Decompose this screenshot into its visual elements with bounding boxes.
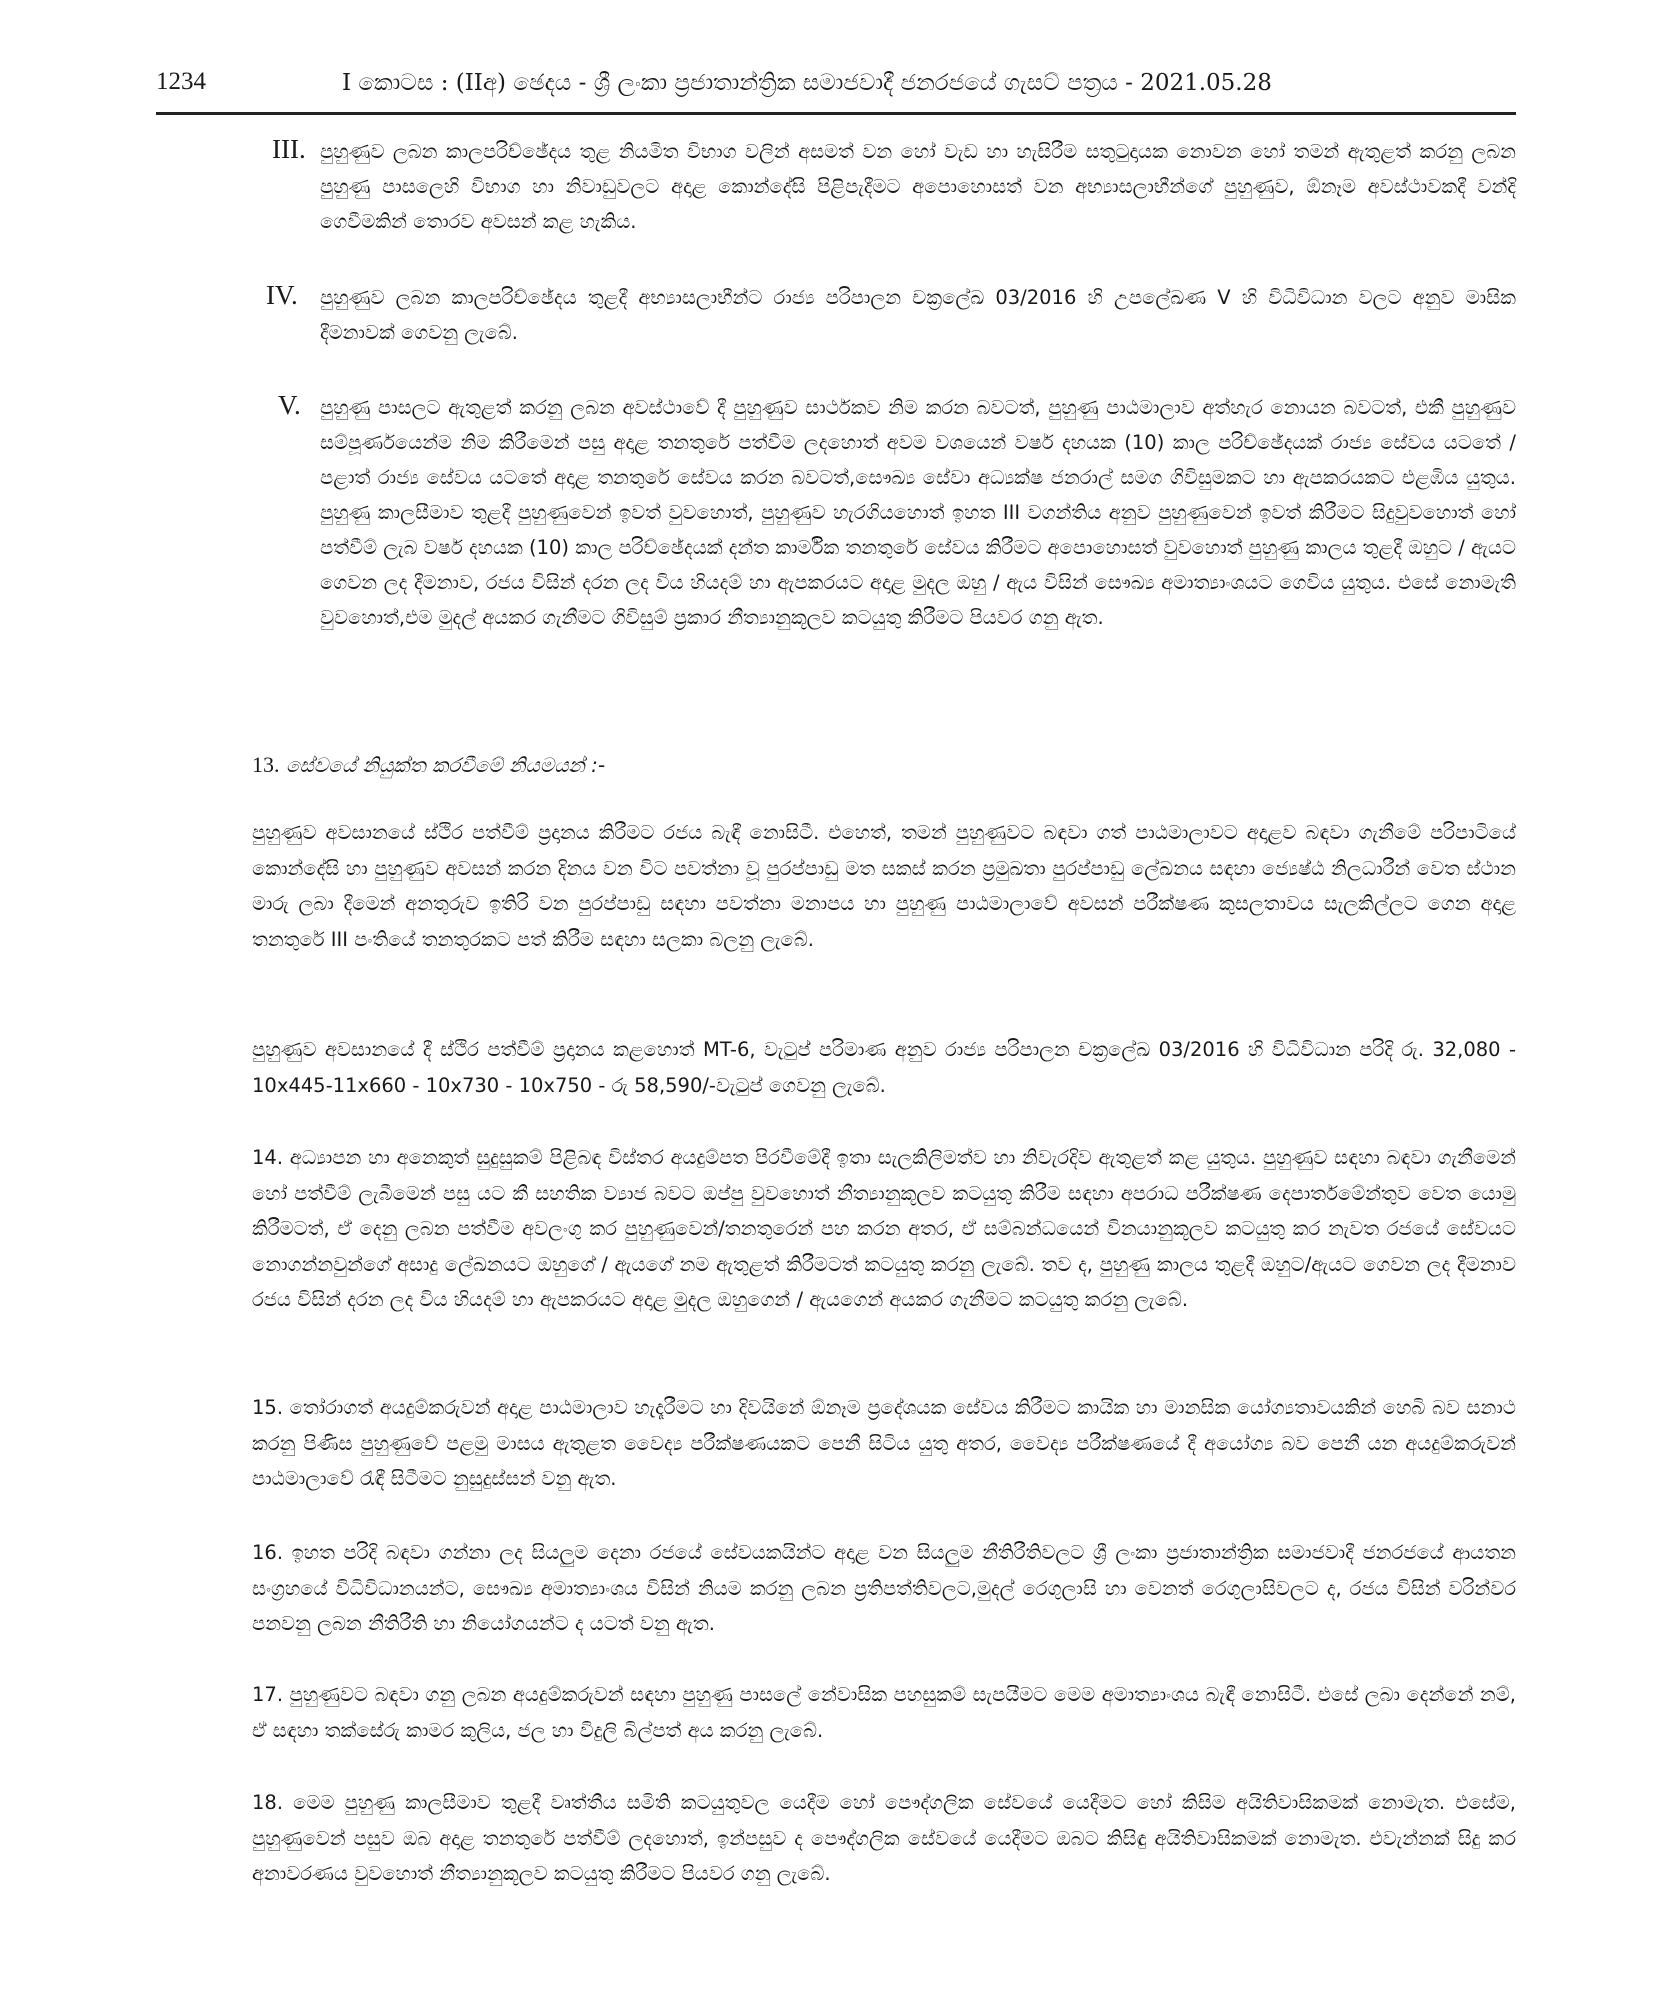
section-13-paragraph-2: පුහුණුව අවසානයේ දී ස්ථිර පත්වීම් ප්‍රදානය කළහොත් MT-6, වැටුප් පරිමාණ අනුව රාජ්‍ය පරිපාලන චක්‍රලේඛ 03/2016 හි විධිවිධාන පරිදි රු. 32,080 - 10x445-11x660 - 10x730 - 10x750 - රු 58,590/-වැටුප් ගෙවනු ලැබේ. [252,1038,1516,1097]
paragraph-14: 14. අධ්‍යාපන හා අනෙකුත් සුදුසුකම් පිළිබඳ විස්තර අයදුම්පත පිරවීමේදී ඉතා සැලකිලිමත්ව හා නිවැරදිව ඇතුළත් කළ යුතුය. පුහුණුව සඳහා බඳවා ගැනීමෙන් හෝ පත්වීම් ලැබීමෙන් පසු යට කී සහතික ව්‍යාජ බවට ඔප්පු වුවහොත් නීත්‍යානුකූලව කටයුතු කිරීම සඳහා අපරාධ පරීක්ෂණ දෙපාර්තමේන්තුව වෙත යොමු කිරීමටත්, ඒ දෙනු ලබන පත්වීම අවලංගු කර පුහුණුවෙන්/තනතුරෙන් පහ කරන අතර, ඒ සම්බන්ධයෙන් විනයානුකූලව කටයුතු කර නැවත රජයේ සේවයට නොගන්නවුන්ගේ අසාදු ලේඛනයට ඔහුගේ / ඇයගේ නම ඇතුළත් කිරීමටත් කටයුතු කරනු ලැබේ. තව ද, පුහුණු කාලය තුළදී ඔහුට/ඇයට ගෙවන ලද දීමනාව රජය විසින් දරන ලද විය හියදම් හා ඇපකරයට අදාළ මුදල ඔහුගෙන් / ඇයගෙන් අයකර ගැනීමට කටයුතු කරනු ලැබේ. [252,1146,1517,1311]
clause-text: පුහුණු පාසලට ඇතුළත් කරනු ලබන අවස්ථාවේ දී පුහුණුව සාර්ථකව නිම කරන බවටත්, පුහුණු පාඨමාලාව අත්හැර නොයන බවටත්, එකී පුහුණුව සම්පූර්ණයෙන්ම නිම කිරීමෙන් පසු අදාළ තනතුරේ පත්වීම ලදහොත් අවම වශයෙන් වර්ෂ දහයක (10) කාල පරිච්ඡේදයක් රාජ්‍ය සේවය යටතේ / පළාත් රාජ්‍ය සේවය යටතේ අදාළ තනතුරේ සේවය කරන බවටත්,සෞඛ්‍ය සේවා අධ්‍යක්ෂ ජනරාල් සමග ගිවිසුමකට හා ඇපකරයකට එළඹිය යුතුය. පුහුණු කාලසීමාව තුළදී පුහුණුවෙන් ඉවත් වුවහොත්, පුහුණුව හැරගියහොත් ඉහත III වගන්තිය අනුව පුහුණුවෙන් ඉවත් කිරීමට සිදුවුවහොත් හෝ පත්වීම් ලැබ වර්ෂ දහයක (10) කාල පරිච්ඡේදයක් දන්ත කාර්මික තනතුරේ සේවය කිරීමට අපොහොසත් වුවහොත් පුහුණු කාලය තුළදී ඔහුට / ඇයට ගෙවන ලද දීමනාව, රජය විසින් දරන ලද විය හියදම් හා ඇපකරයට අදාළ මුදල ඔහු / ඇය විසින් සෞඛ්‍ය අමාත්‍යාංශයට ගෙවිය යුතුය. එසේ නොමැති වුවහොත්,එම මුදල් අයකර ගැනීමට ගිවිසුම් ප්‍රකාර නීත්‍යානුකූලව කටයුතු කිරීමට පියවර ගනු ඇත. [320,396,1516,629]
paragraph-18: 18. මෙම පුහුණු කාලසීමාව තුළදී වෘත්තීය සමිති කටයුතුවල යෙදීම හෝ පෞද්ගලික සේවයේ යෙදීමට හෝ කිසිම අයිතිවාසිකමක් නොමැත. එසේම, පුහුණුවෙන් පසුව ඔබ අදාළ තනතුරේ පත්වීම් ලදහොත්, ඉන්පසුව ද පෞද්ගලික සේවයේ යෙදීමට ඔබට කිසිඳු අයිතිවාසිකමක් නොමැත. එවැන්නක් සිදු කර අනාවරණය වුවහොත් නීත්‍යානුකූලව කටයුතු කිරීමට පියවර ගනු ලැබේ. [252,1791,1516,1885]
section-13-paragraph-1: පුහුණුව අවසානයේ ස්ථිර පත්වීම් ප්‍රදානය කිරීමට රජය බැඳී නොසිටී. එහෙත්, තමන් පුහුණුවට බඳවා ගත් පාඨමාලාවට අදාළව බඳවා ගැනීමේ පරිපාටියේ කොන්දේසි හා පුහුණුව අවසන් කරන දිනය වන විට පවත්නා වූ පුරප්පාඩු මත සකස් කරන ප්‍රමුඛතා පුරප්පාඩු ලේඛනය සඳහා ජ්‍යෙෂ්ඨ නිලධාරීන් වෙත ස්ථාන මාරු ලබා දීමෙන් අනතුරුව ඉතිරි වන පුරප්පාඩු සඳහා පවත්නා මනාපය හා පුහුණු පාඨමාලාවේ අවසන් පරීක්ෂණ කුසලතාවය සැලකිල්ලට ගෙන අදාළ තනතුරේ III පංතියේ තනතුරකට පත් කිරීම සඳහා සලකා බලනු ලැබේ. [252,821,1516,951]
paragraph-16: 16. ඉහත පරිදි බඳවා ගන්නා ලද සියලුම දෙනා රජයේ සේවයකයින්ට අදාළ වන සියලුම නීතිරීතිවලට ශ්‍රී ලංකා ප්‍රජාතාන්ත්‍රික සමාජවාදී ජනරජයේ ආයතන සංග්‍රහයේ විධිවිධානයන්ට, සෞඛ්‍ය අමාත්‍යාංශය විසින් නියම කරනු ලබන ප්‍රතිපත්තිවලට,මුදල් රෙගුලාසි හා වෙනත් රෙගුලාසිවලට ද, රජය විසින් වරින්වර පනවනු ලබන නීතිරීති හා නියෝගයන්ට ද යටත් වනු ඇත. [252,1541,1516,1635]
clause-numeral: IV. [266,280,298,310]
paragraph-17: 17. පුහුණුවට බඳවා ගනු ලබන අයදුම්කරුවන් සඳහා පුහුණු පාසලේ නේවාසික පහසුකම් සැපයීමට මෙම අමාත්‍යාංශය බැඳී නොසිටී. එසේ ලබා දෙන්නේ නම්, ඒ සඳහා තක්සේරු කාමර කුලිය, ජල හා විදුලි බිල්පත් අය කරනු ලැබේ. [252,1683,1516,1742]
clause-text: පුහුණුව ලබන කාලපරිච්ඡේදය තුළදී අභ්‍යාසලාභීන්ට රාජ්‍ය පරිපාලන චක්‍රලේඛ 03/2016 හි උපලේඛණ V හි විධිවිධාන වලට අනුව මාසික දීමනාවක් ගෙවනු ලැබේ. [320,286,1516,344]
running-title: I කොටස : (IIඅ) ඡෙදය - ශ්‍රී ලංකා ප්‍රජාතාන්ත්‍රික සමාජවාදී ජනරජයේ ගැසට් පත්‍රය - 2021.05.28 [342,70,1272,96]
section-title: සේවයේ නියුක්ත කරවීමේ නියමයන් :- [285,753,606,777]
paragraph-15: 15. තෝරාගත් අයදුම්කරුවන් අදාළ පාඨමාලාව හැදෑරීමට හා දිවයිනේ ඕනෑම ප්‍රදේශයක සේවය කිරීමට කායික හා මානසික යෝග්‍යතාවයකින් හෙබි බව සනාථ කරනු පිණිස පුහුණුවේ පළමු මාසය ඇතුළත වෛද්‍ය පරීක්ෂණයකට පෙනී සිටිය යුතු අතර, වෛද්‍ය පරීක්ෂණයේ දී අයෝග්‍ය බව පෙනී යන අයදුම්කරුවන් පාඨමාලාවේ රැඳී සිටීමට නුසුදුස්සන් වනු ඇත. [252,1396,1516,1490]
clause-text: පුහුණුව ලබන කාලපරිච්ඡේදය තුළ නියමිත විභාග වලින් අසමත් වන හෝ වැඩ හා හැසිරීම සතුටුදායක නොවන හෝ තමන් ඇතුළත් කරනු ලබන පුහුණු පාසලෙහි විභාග හා නිවාඩුවලට අදාළ කොන්දේසි පිළිපැදීමට අපොහොසත් වන අභ්‍යාසලාභීන්ගේ පුහුණුව, ඕනෑම අවස්ථාවකදී වන්දි ගෙවීමකින් තොරව අවසන් කළ හැකිය. [320,140,1516,233]
section-13-heading [252,752,605,778]
clause-numeral: V. [278,390,301,420]
page-header [156,62,1516,115]
page-number: 1234 [156,68,206,95]
section-number: 13. [252,752,280,777]
clause-numeral: III. [272,134,306,164]
